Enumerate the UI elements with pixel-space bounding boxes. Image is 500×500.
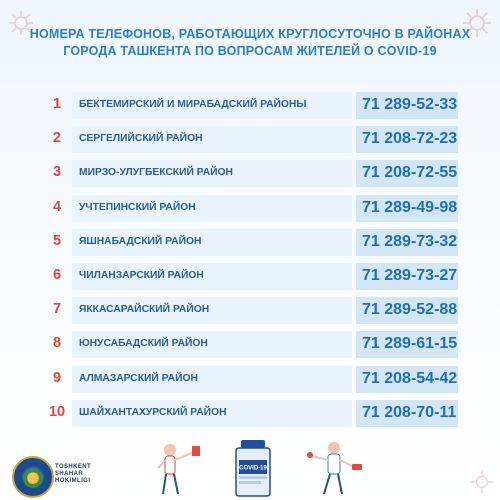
list-item: [48, 297, 458, 324]
district-name: ЮНУСАБАДСКИЙ РАЙОН: [79, 338, 208, 350]
district-cell: [72, 331, 352, 358]
phone-cell: [356, 331, 458, 358]
district-cell: [72, 297, 352, 324]
phone-cell: [356, 263, 458, 290]
kit-label: COVID-19: [239, 465, 267, 472]
row-number: 9: [52, 369, 62, 386]
phone-number: 71 289-52-33: [362, 96, 458, 113]
title-line-2: ГОРОДА ТАШКЕНТА ПО ВОПРОСАМ ЖИТЕЛЕЙ О COVID-19: [63, 44, 437, 58]
phone-cell: [356, 126, 458, 153]
list-item: [48, 263, 458, 290]
district-cell: [72, 229, 352, 256]
phone-number: 71 289-61-15: [362, 335, 458, 353]
district-name: АЛМАЗАРСКИЙ РАЙОН: [79, 372, 198, 384]
city-administration-label: [55, 464, 99, 485]
doctor-illustration-icon: [300, 436, 364, 498]
district-cell: [72, 195, 352, 222]
covid-test-kit-icon: [233, 440, 273, 498]
footer: [0, 432, 500, 500]
row-number: 1: [52, 96, 62, 112]
row-number: 4: [52, 198, 62, 215]
district-cell: [72, 400, 352, 427]
phone-number: 71 289-49-98: [362, 198, 458, 216]
row-number: 8: [52, 335, 62, 352]
phone-number: 71 289-73-27: [362, 266, 458, 284]
list-item: [48, 229, 458, 256]
district-name: УЧТЕПИНСКИЙ РАЙОН: [79, 201, 196, 213]
brand-line-3: HOKIMLIGI: [55, 478, 91, 484]
phone-number: 71 289-73-32: [362, 232, 458, 250]
row-number: 2: [52, 130, 62, 147]
brand-line-1: TOSHKENT: [55, 464, 92, 470]
list-item: [48, 366, 458, 393]
list-item: [48, 400, 458, 427]
title-line-1: НОМЕРА ТЕЛЕФОНОВ, РАБОТАЮЩИХ КРУГЛОСУТОЧНО В РАЙОНАХ: [29, 27, 471, 41]
phone-number: 71 208-70-11: [362, 403, 457, 421]
list-item: [48, 92, 458, 119]
list-item: [48, 126, 458, 153]
district-cell: [72, 160, 352, 187]
list-item: [48, 331, 458, 358]
district-name: ЧИЛАНЗАРСКИЙ РАЙОН: [79, 269, 204, 281]
district-name: МИРЗО-УЛУГБЕКСКИЙ РАЙОН: [79, 167, 233, 179]
nurse-illustration-icon: [156, 438, 216, 498]
district-name: ЯШНАБАДСКИЙ РАЙОН: [79, 235, 202, 247]
district-phone-list: [48, 92, 458, 434]
district-cell: [72, 263, 352, 290]
phone-number: 71 208-54-42: [362, 369, 458, 387]
city-emblem-icon: [12, 456, 54, 498]
page-title: [20, 26, 480, 60]
phone-cell: [356, 92, 458, 119]
row-number: 5: [52, 232, 62, 249]
phone-number: 71 289-52-88: [362, 301, 458, 319]
phone-number: 71 208-72-55: [362, 164, 458, 182]
district-name: ЯККАСАРАЙСКИЙ РАЙОН: [79, 304, 210, 316]
district-name: СЕРГЕЛИЙСКИЙ РАЙОН: [79, 133, 203, 145]
row-number: 7: [52, 301, 62, 318]
phone-number: 71 208-72-23: [362, 130, 458, 148]
phone-cell: [356, 400, 458, 427]
phone-cell: [356, 229, 458, 256]
row-number: 6: [52, 266, 62, 283]
brand-line-2: SHAHAR: [55, 471, 84, 477]
list-item: [48, 195, 458, 222]
phone-cell: [356, 160, 458, 187]
emblem-center: [22, 466, 44, 488]
row-number: 10: [48, 403, 66, 420]
list-item: [48, 160, 458, 187]
phone-cell: [356, 297, 458, 324]
row-number: 3: [52, 164, 62, 181]
phone-cell: [356, 195, 458, 222]
district-cell: [72, 126, 352, 153]
district-name: БЕКТЕМИРСКИЙ И МИРАБАДСКИЙ РАЙОНЫ: [79, 99, 307, 110]
district-name: ШАЙХАНТАХУРСКИЙ РАЙОН: [79, 406, 227, 418]
phone-cell: [356, 366, 458, 393]
district-cell: [72, 92, 352, 119]
district-cell: [72, 366, 352, 393]
